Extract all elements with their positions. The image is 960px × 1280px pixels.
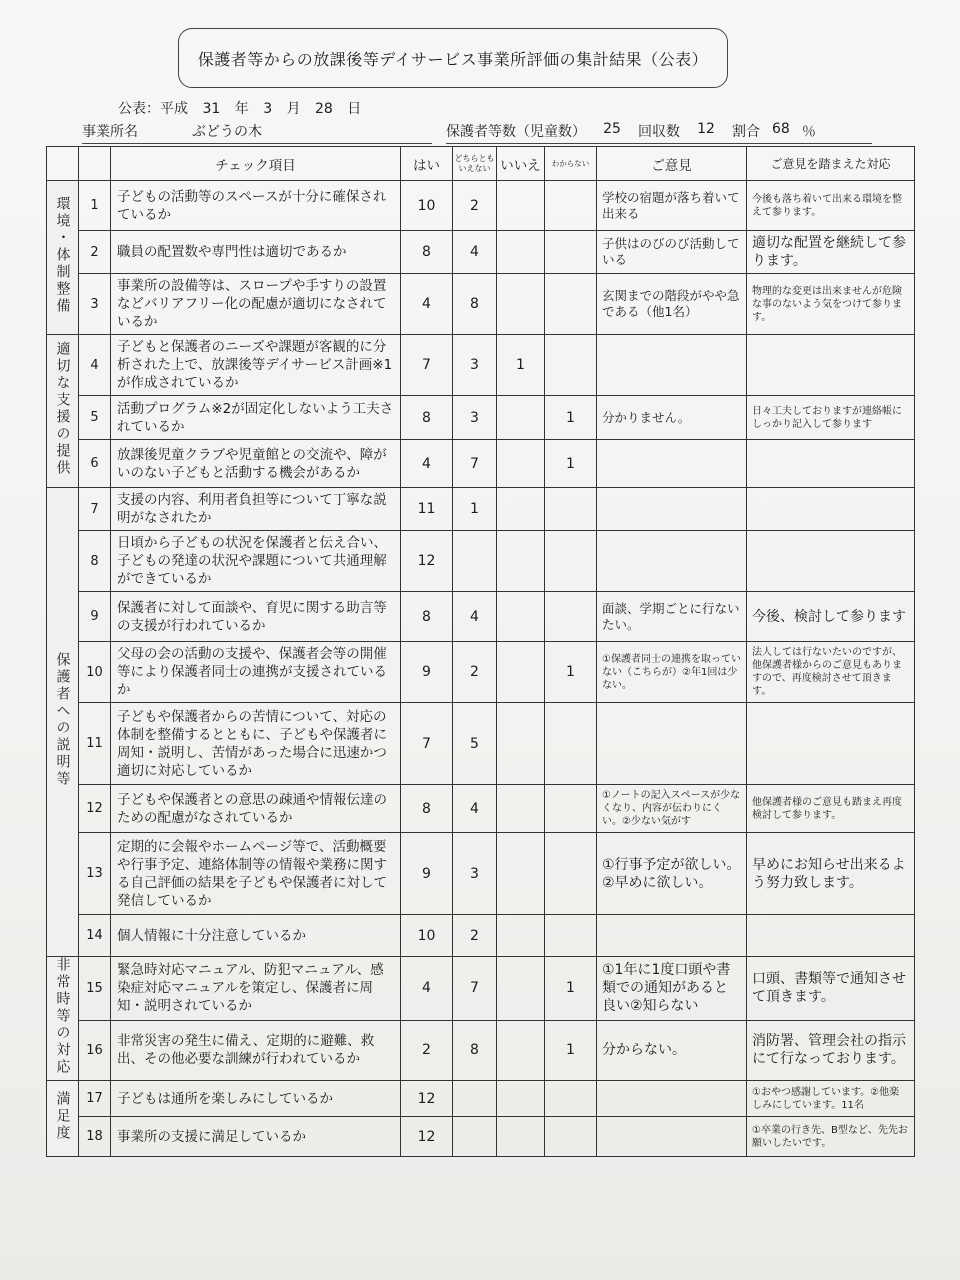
check-item-text: 支援の内容、利用者負担等について丁寧な説明がなされたか	[111, 488, 401, 531]
yes-count: 10	[401, 915, 453, 957]
item-number: 14	[79, 915, 111, 957]
yes-count: 2	[401, 1020, 453, 1080]
yes-count: 12	[401, 531, 453, 592]
item-number: 9	[79, 592, 111, 642]
check-item-text: 事業所の支援に満足しているか	[111, 1117, 401, 1157]
check-item-text: 緊急時対応マニュアル、防犯マニュアル、感染症対応マニュアルを策定し、保護者に周知・説明されているか	[111, 957, 401, 1021]
table-row	[47, 915, 915, 957]
unknown-count: 1	[545, 1020, 597, 1080]
item-number: 10	[79, 642, 111, 703]
table-body	[47, 181, 915, 1157]
yes-count: 7	[401, 335, 453, 396]
item-number: 2	[79, 231, 111, 274]
header-category	[47, 147, 79, 181]
item-number: 11	[79, 703, 111, 785]
table-row	[47, 181, 915, 231]
response-text: ①卒業の行き先、B型など、先先お願いしたいです。	[747, 1117, 915, 1157]
collected-count: 12	[697, 121, 715, 137]
header-opinion: ご意見	[597, 147, 747, 181]
category-cell	[47, 957, 79, 1081]
header-unknown: わからない	[545, 147, 597, 181]
response-text: 日々工夫しておりますが連絡帳にしっかり記入して参ります	[747, 396, 915, 440]
unknown-count	[545, 1081, 597, 1117]
facility-label: 事業所名	[82, 124, 138, 140]
table-row	[47, 642, 915, 703]
neither-count: 8	[453, 274, 497, 335]
unknown-count: 1	[545, 396, 597, 440]
publication-day: 28	[315, 101, 333, 117]
yes-count: 4	[401, 274, 453, 335]
opinion-text	[597, 915, 747, 957]
opinion-text: ①行事予定が欲しい。②早めに欲しい。	[597, 833, 747, 915]
guardians-label: 保護者等数（児童数）	[446, 124, 586, 140]
opinion-text: ①ノートの記入スペースが少なくなり、内容が伝わりにくい。②少ない気がす	[597, 785, 747, 833]
yes-count: 12	[401, 1081, 453, 1117]
opinion-text: 玄関までの階段がやや急である（他1名）	[597, 274, 747, 335]
no-count	[497, 1117, 545, 1157]
response-text: 今後も落ち着いて出来る環境を整えて参ります。	[747, 181, 915, 231]
opinion-text: 分からない。	[597, 1020, 747, 1080]
unknown-count: 1	[545, 440, 597, 488]
response-text: 口頭、書類等で通知させて頂きます。	[747, 957, 915, 1021]
opinion-text	[597, 1117, 747, 1157]
category-label: 満足度	[54, 1091, 71, 1142]
response-text: 消防署、管理会社の指示にて行なっております。	[747, 1020, 915, 1080]
neither-count: 2	[453, 181, 497, 231]
check-item-text: 子どもと保護者のニーズや課題が客観的に分析された上で、放課後等デイサービス計画※1が作成されているか	[111, 335, 401, 396]
response-text	[747, 703, 915, 785]
opinion-text	[597, 1081, 747, 1117]
check-item-text: 子どもや保護者との意思の疎通や情報伝達のための配慮がなされているか	[111, 785, 401, 833]
yes-count: 11	[401, 488, 453, 531]
unknown-count	[545, 833, 597, 915]
category-cell	[47, 488, 79, 957]
unknown-count	[545, 1117, 597, 1157]
category-label: 非常時等の対応	[54, 957, 71, 1076]
header-response: ご意見を踏まえた対応	[747, 147, 915, 181]
no-count	[497, 785, 545, 833]
yes-count: 8	[401, 231, 453, 274]
table-row	[47, 488, 915, 531]
item-number: 17	[79, 1081, 111, 1117]
category-label: 保護者への説明等	[54, 652, 71, 788]
item-number: 3	[79, 274, 111, 335]
neither-count: 7	[453, 440, 497, 488]
no-count	[497, 642, 545, 703]
response-text	[747, 488, 915, 531]
unknown-count	[545, 915, 597, 957]
check-item-text: 子どもや保護者からの苦情について、対応の体制を整備するとともに、子どもや保護者に周知・説明し、苦情があった場合に迅速かつ適切に対応しているか	[111, 703, 401, 785]
response-text: 物理的な変更は出来ませんが危険な事のないよう気をつけて参ります。	[747, 274, 915, 335]
response-text: 早めにお知らせ出来るよう努力致します。	[747, 833, 915, 915]
check-item-text: 放課後児童クラブや児童館との交流や、障がいのない子どもと活動する機会があるか	[111, 440, 401, 488]
table-row	[47, 833, 915, 915]
ratio-label: 割合	[732, 124, 760, 140]
publication-label: 公表：平成	[118, 101, 188, 117]
opinion-text	[597, 488, 747, 531]
no-count	[497, 181, 545, 231]
opinion-text: ①保護者同士の連携を取っていない（こちらが）②年1回は少ない。	[597, 642, 747, 703]
check-item-text: 活動プログラム※2が固定化しないよう工夫されているか	[111, 396, 401, 440]
survey-stats	[446, 121, 872, 144]
item-number: 4	[79, 335, 111, 396]
neither-count: 3	[453, 833, 497, 915]
no-count	[497, 833, 545, 915]
table-row	[47, 335, 915, 396]
item-number: 16	[79, 1020, 111, 1080]
yes-count: 8	[401, 396, 453, 440]
ratio-value: 68	[772, 121, 790, 137]
response-text	[747, 531, 915, 592]
check-item-text: 子どもは通所を楽しみにしているか	[111, 1081, 401, 1117]
category-cell	[47, 335, 79, 488]
check-item-text: 定期的に会報やホームページ等で、活動概要や行事予定、連絡体制等の情報や業務に関する自己評価の結果を子どもや保護者に対して発信しているか	[111, 833, 401, 915]
table-row	[47, 274, 915, 335]
neither-count: 4	[453, 592, 497, 642]
unknown-count	[545, 231, 597, 274]
table-row	[47, 785, 915, 833]
neither-count: 2	[453, 915, 497, 957]
check-item-text: 非常災害の発生に備え、定期的に避難、救出、その他必要な訓練が行われているか	[111, 1020, 401, 1080]
item-number: 1	[79, 181, 111, 231]
no-count	[497, 231, 545, 274]
neither-count: 2	[453, 642, 497, 703]
publication-month-unit: 月	[286, 101, 301, 117]
table-row	[47, 1020, 915, 1080]
unknown-count	[545, 335, 597, 396]
unknown-count	[545, 181, 597, 231]
neither-count: 3	[453, 396, 497, 440]
check-item-text: 保護者に対して面談や、育児に関する助言等の支援が行われているか	[111, 592, 401, 642]
yes-count: 7	[401, 703, 453, 785]
unknown-count: 1	[545, 642, 597, 703]
item-number: 5	[79, 396, 111, 440]
neither-count: 4	[453, 785, 497, 833]
no-count	[497, 915, 545, 957]
no-count	[497, 440, 545, 488]
guardians-count: 25	[603, 121, 621, 137]
check-item-text: 子どもの活動等のスペースが十分に確保されているか	[111, 181, 401, 231]
unknown-count	[545, 531, 597, 592]
header-yes: はい	[401, 147, 453, 181]
unknown-count: 1	[545, 957, 597, 1021]
yes-count: 4	[401, 957, 453, 1021]
publication-year-unit: 年	[234, 101, 249, 117]
opinion-text: 子供はのびのび活動している	[597, 231, 747, 274]
no-count	[497, 1020, 545, 1080]
response-text: 他保護者様のご意見も踏まえ再度検討して参ります。	[747, 785, 915, 833]
yes-count: 8	[401, 785, 453, 833]
publication-month: 3	[263, 101, 273, 117]
opinion-text: 分かりません。	[597, 396, 747, 440]
header-neither: どちらともいえない	[453, 147, 497, 181]
check-item-text: 日頃から子どもの状況を保護者と伝え合い、子どもの発達の状況や課題について共通理解ができているか	[111, 531, 401, 592]
check-item-text: 事業所の設備等は、スロープや手すりの設置などバリアフリー化の配慮が適切になされているか	[111, 274, 401, 335]
table-header-row	[47, 147, 915, 181]
meta-row	[82, 118, 872, 144]
opinion-text: 学校の宿題が落ち着いて出来る	[597, 181, 747, 231]
opinion-text	[597, 335, 747, 396]
check-item-text: 父母の会の活動の支援や、保護者会等の開催等により保護者同士の連携が支援されているか	[111, 642, 401, 703]
yes-count: 12	[401, 1117, 453, 1157]
no-count	[497, 531, 545, 592]
publication-date	[118, 98, 371, 118]
table-row	[47, 1081, 915, 1117]
no-count	[497, 592, 545, 642]
item-number: 13	[79, 833, 111, 915]
response-text: ①おやつ感謝しています。②他楽しみにしています。11名	[747, 1081, 915, 1117]
category-label: 適切な支援の提供	[54, 341, 71, 477]
no-count	[497, 396, 545, 440]
neither-count: 5	[453, 703, 497, 785]
check-item-text: 個人情報に十分注意しているか	[111, 915, 401, 957]
table-row	[47, 703, 915, 785]
evaluation-table	[46, 146, 915, 1157]
opinion-text	[597, 440, 747, 488]
neither-count: 7	[453, 957, 497, 1021]
ratio-unit: ％	[801, 124, 816, 140]
unknown-count	[545, 274, 597, 335]
no-count	[497, 703, 545, 785]
header-no: いいえ	[497, 147, 545, 181]
header-number	[79, 147, 111, 181]
response-text: 法人しては行ないたいのですが、他保護者様からのご意見もありますので、再度検討させて頂きます。	[747, 642, 915, 703]
item-number: 8	[79, 531, 111, 592]
document-title: 保護者等からの放課後等デイサービス事業所評価の集計結果（公表）	[178, 28, 728, 88]
neither-count	[453, 1081, 497, 1117]
neither-count: 8	[453, 1020, 497, 1080]
item-number: 12	[79, 785, 111, 833]
no-count	[497, 1081, 545, 1117]
table-row	[47, 1117, 915, 1157]
response-text	[747, 915, 915, 957]
yes-count: 4	[401, 440, 453, 488]
neither-count	[453, 531, 497, 592]
publication-year: 31	[202, 101, 221, 117]
opinion-text: 面談、学期ごとに行ないたい。	[597, 592, 747, 642]
table-row	[47, 592, 915, 642]
item-number: 15	[79, 957, 111, 1021]
collected-label: 回収数	[638, 124, 680, 140]
no-count: 1	[497, 335, 545, 396]
table-row	[47, 440, 915, 488]
table-row	[47, 531, 915, 592]
yes-count: 9	[401, 642, 453, 703]
yes-count: 9	[401, 833, 453, 915]
yes-count: 10	[401, 181, 453, 231]
neither-count: 3	[453, 335, 497, 396]
check-item-text: 職員の配置数や専門性は適切であるか	[111, 231, 401, 274]
opinion-text	[597, 531, 747, 592]
opinion-text: ①1年に1度口頭や書類での通知があると良い②知らない	[597, 957, 747, 1021]
publication-day-unit: 日	[347, 101, 362, 117]
response-text	[747, 335, 915, 396]
no-count	[497, 957, 545, 1021]
table-row	[47, 396, 915, 440]
no-count	[497, 488, 545, 531]
unknown-count	[545, 488, 597, 531]
category-cell	[47, 1081, 79, 1157]
category-label: 環境・体制整備	[54, 196, 71, 315]
neither-count: 4	[453, 231, 497, 274]
neither-count	[453, 1117, 497, 1157]
category-cell	[47, 181, 79, 335]
item-number: 6	[79, 440, 111, 488]
unknown-count	[545, 785, 597, 833]
response-text: 適切な配置を継続して参ります。	[747, 231, 915, 274]
item-number: 18	[79, 1117, 111, 1157]
response-text	[747, 440, 915, 488]
facility-info	[82, 121, 432, 144]
no-count	[497, 274, 545, 335]
response-text: 今後、検討して参ります	[747, 592, 915, 642]
table-row	[47, 957, 915, 1021]
opinion-text	[597, 703, 747, 785]
unknown-count	[545, 703, 597, 785]
yes-count: 8	[401, 592, 453, 642]
unknown-count	[545, 592, 597, 642]
header-check-item: チェック項目	[111, 147, 401, 181]
item-number: 7	[79, 488, 111, 531]
table-row	[47, 231, 915, 274]
neither-count: 1	[453, 488, 497, 531]
facility-name: ぶどうの木	[192, 124, 262, 140]
